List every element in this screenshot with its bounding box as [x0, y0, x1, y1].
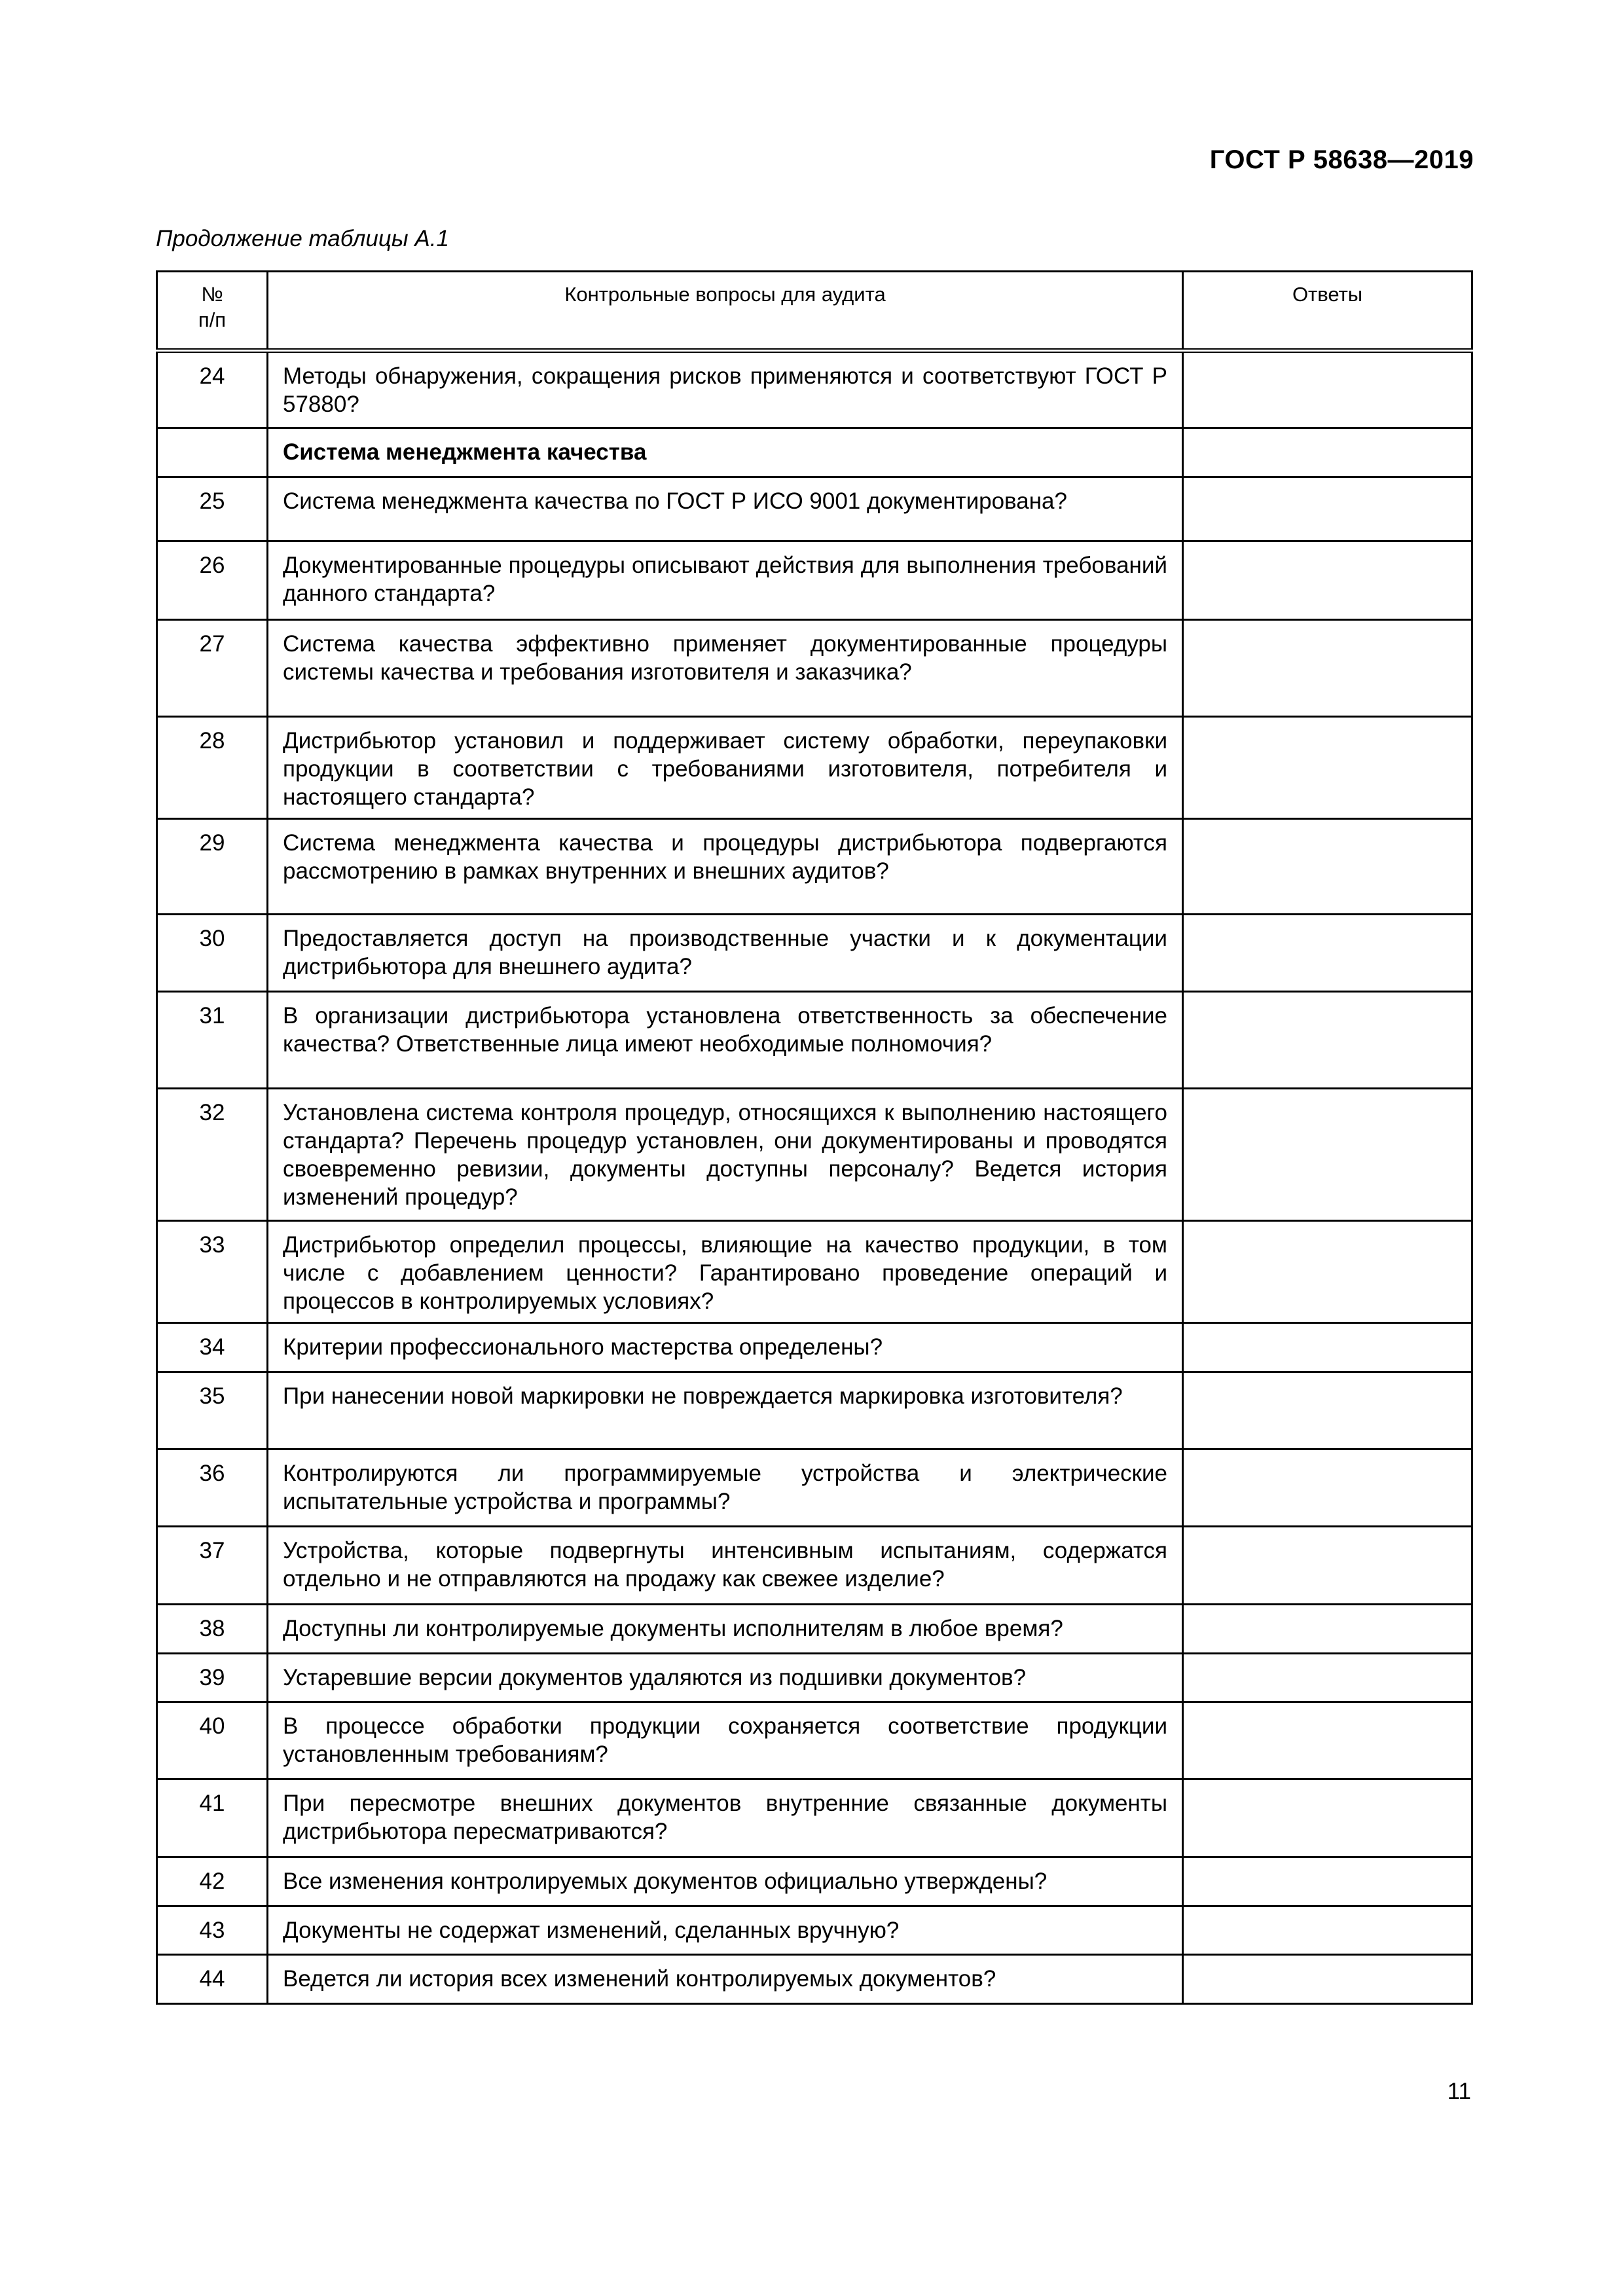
- table-row: [157, 1857, 1472, 1906]
- table-row: [157, 620, 1472, 717]
- table-row: [157, 915, 1472, 992]
- audit-question: Дистрибьютор определил процессы, влияющие на качество продукции, в том числе с добавлением ценности? Гарантировано проведение операций и процессов в контролируемых условиях?: [268, 1221, 1183, 1323]
- row-number: 26: [157, 541, 268, 620]
- document-code: ГОСТ Р 58638—2019: [1209, 145, 1474, 174]
- row-number: 33: [157, 1221, 268, 1323]
- table-row: [157, 992, 1472, 1089]
- answer-cell[interactable]: [1183, 1323, 1472, 1372]
- answer-cell[interactable]: [1183, 1372, 1472, 1449]
- audit-question: Система качества эффективно применяет документированные процедуры системы качества и требования изготовителя и заказчика?: [268, 620, 1183, 717]
- audit-question: Критерии профессионального мастерства определены?: [268, 1323, 1183, 1372]
- answer-cell[interactable]: [1183, 1857, 1472, 1906]
- answer-cell[interactable]: [1183, 1906, 1472, 1955]
- audit-question: При нанесении новой маркировки не повреждается маркировка изготовителя?: [268, 1372, 1183, 1449]
- row-number: 35: [157, 1372, 268, 1449]
- audit-question: В организации дистрибьютора установлена ответственность за обеспечение качества? Ответственные лица имеют необходимые полномочия?: [268, 992, 1183, 1089]
- table-row: [157, 1372, 1472, 1449]
- answer-cell[interactable]: [1183, 477, 1472, 541]
- table-row: [157, 1089, 1472, 1221]
- row-number: 44: [157, 1955, 268, 2004]
- audit-question: Документы не содержат изменений, сделанных вручную?: [268, 1906, 1183, 1955]
- row-number: [157, 428, 268, 477]
- table-row: [157, 1654, 1472, 1702]
- table-row: [157, 1955, 1472, 2004]
- row-number: 34: [157, 1323, 268, 1372]
- answer-cell[interactable]: [1183, 1449, 1472, 1527]
- table-row: [157, 477, 1472, 541]
- audit-question: Доступны ли контролируемые документы исполнителям в любое время?: [268, 1605, 1183, 1654]
- answer-cell[interactable]: [1183, 1702, 1472, 1779]
- row-number: 39: [157, 1654, 268, 1702]
- row-number: 24: [157, 351, 268, 428]
- answer-cell[interactable]: [1183, 717, 1472, 819]
- table-row: [157, 1702, 1472, 1779]
- table-caption: Продолжение таблицы А.1: [156, 226, 449, 251]
- audit-checklist-table: [156, 270, 1473, 2005]
- answer-cell[interactable]: [1183, 1654, 1472, 1702]
- table-row: [157, 1527, 1472, 1605]
- answer-cell[interactable]: [1183, 620, 1472, 717]
- page-number: 11: [1447, 2079, 1471, 2104]
- row-number: 27: [157, 620, 268, 717]
- section-title: Система менеджмента качества: [268, 428, 1183, 477]
- audit-question: В процессе обработки продукции сохраняется соответствие продукции установленным требованиям?: [268, 1702, 1183, 1779]
- row-number: 30: [157, 915, 268, 992]
- audit-question: Предоставляется доступ на производственные участки и к документации дистрибьютора для внешнего аудита?: [268, 915, 1183, 992]
- audit-question: Система менеджмента качества и процедуры дистрибьютора подвергаются рассмотрению в рамках внутренних и внешних аудитов?: [268, 819, 1183, 915]
- column-header-answer: Ответы: [1183, 272, 1472, 351]
- table-row: [157, 819, 1472, 915]
- audit-question: Система менеджмента качества по ГОСТ Р ИСО 9001 документирована?: [268, 477, 1183, 541]
- answer-cell[interactable]: [1183, 351, 1472, 428]
- audit-question: Все изменения контролируемых документов официально утверждены?: [268, 1857, 1183, 1906]
- answer-cell[interactable]: [1183, 1605, 1472, 1654]
- audit-question: Устройства, которые подвергнуты интенсивным испытаниям, содержатся отдельно и не отправляются на продажу как свежее изделие?: [268, 1527, 1183, 1605]
- answer-cell[interactable]: [1183, 992, 1472, 1089]
- table-row: [157, 1906, 1472, 1955]
- audit-question: Документированные процедуры описывают действия для выполнения требований данного стандарта?: [268, 541, 1183, 620]
- row-number: 25: [157, 477, 268, 541]
- column-header-question: Контрольные вопросы для аудита: [268, 272, 1183, 351]
- table-row: [157, 541, 1472, 620]
- answer-cell[interactable]: [1183, 915, 1472, 992]
- answer-cell[interactable]: [1183, 428, 1472, 477]
- audit-question: Ведется ли история всех изменений контролируемых документов?: [268, 1955, 1183, 2004]
- row-number: 41: [157, 1779, 268, 1857]
- table-row: [157, 1221, 1472, 1323]
- answer-cell[interactable]: [1183, 1221, 1472, 1323]
- table-row: [157, 1449, 1472, 1527]
- table-body: [157, 351, 1472, 2004]
- column-header-number-label: № п/п: [198, 283, 227, 331]
- table-row: [157, 1779, 1472, 1857]
- answer-cell[interactable]: [1183, 1955, 1472, 2004]
- row-number: 36: [157, 1449, 268, 1527]
- table-row: [157, 1605, 1472, 1654]
- row-number: 28: [157, 717, 268, 819]
- answer-cell[interactable]: [1183, 819, 1472, 915]
- answer-cell[interactable]: [1183, 1089, 1472, 1221]
- audit-question: Контролируются ли программируемые устройства и электрические испытательные устройства и программы?: [268, 1449, 1183, 1527]
- answer-cell[interactable]: [1183, 1779, 1472, 1857]
- table-row: [157, 351, 1472, 428]
- row-number: 31: [157, 992, 268, 1089]
- row-number: 42: [157, 1857, 268, 1906]
- audit-question: При пересмотре внешних документов внутренние связанные документы дистрибьютора пересматриваются?: [268, 1779, 1183, 1857]
- answer-cell[interactable]: [1183, 1527, 1472, 1605]
- row-number: 40: [157, 1702, 268, 1779]
- row-number: 38: [157, 1605, 268, 1654]
- audit-question: Дистрибьютор установил и поддерживает систему обработки, переупаковки продукции в соответствии с требованиями изготовителя, потребителя и настоящего стандарта?: [268, 717, 1183, 819]
- column-header-number: [157, 272, 268, 351]
- section-row: [157, 428, 1472, 477]
- row-number: 37: [157, 1527, 268, 1605]
- answer-cell[interactable]: [1183, 541, 1472, 620]
- row-number: 43: [157, 1906, 268, 1955]
- audit-question: Методы обнаружения, сокращения рисков применяются и соответствуют ГОСТ Р 57880?: [268, 351, 1183, 428]
- table-row: [157, 717, 1472, 819]
- audit-question: Установлена система контроля процедур, относящихся к выполнению настоящего стандарта? Перечень процедур установлен, они документированы и проводятся своевременно ревизии, документы доступны персоналу? Ведется история изменений процедур?: [268, 1089, 1183, 1221]
- row-number: 32: [157, 1089, 268, 1221]
- row-number: 29: [157, 819, 268, 915]
- table-header-row: [157, 272, 1472, 351]
- audit-question: Устаревшие версии документов удаляются из подшивки документов?: [268, 1654, 1183, 1702]
- table-row: [157, 1323, 1472, 1372]
